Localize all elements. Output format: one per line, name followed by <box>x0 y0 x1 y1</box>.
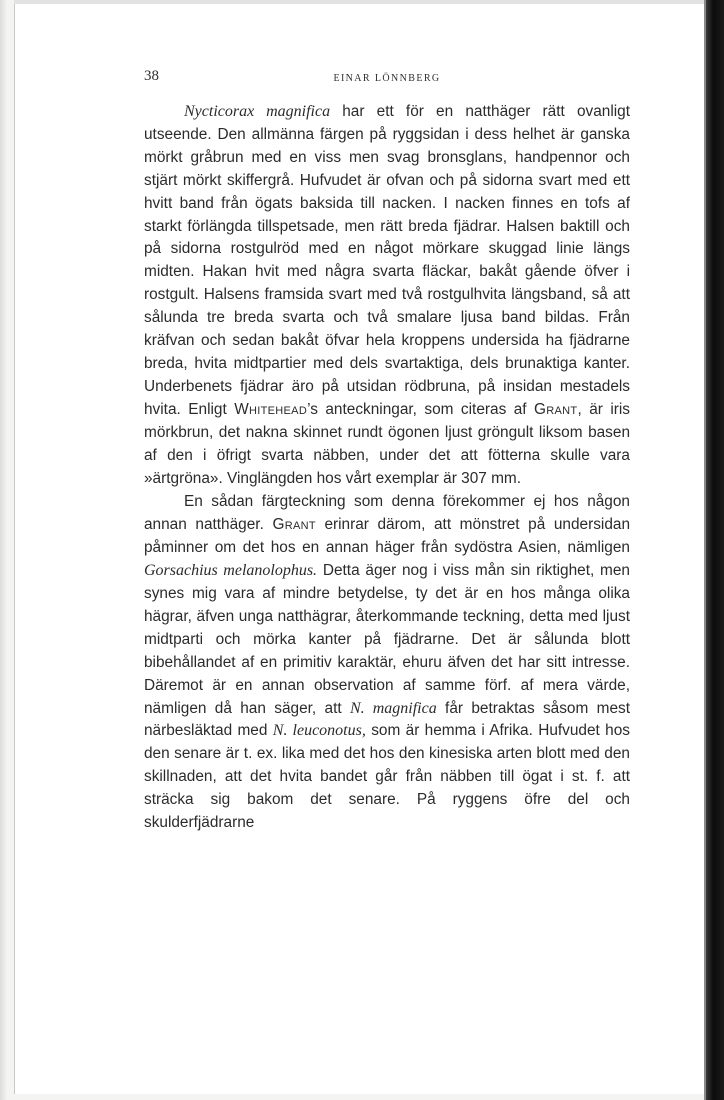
page-number: 38 <box>144 68 159 84</box>
text-run: har ett för en natthäger rätt ovanligt utseende. Den allmänna färgen på ryggsidan i dess helhet är ganska mörkt gråbrun med en viss men svag bronsglans, handpennor och stjärt mörkt skiffergrå. Hufvudet är ofvan och på sidorna svart med ett hvitt band från ögats baksida till nacken. I nacken finnes en tofs af starkt förlängda tillspetsade, men rätt breda fjädrar. Halsen baktill och på sidorna rostgulröd med en något mörkare skuggad linie längs midten. Hakan hvit med några svarta fläckar, bakåt gående öfver i rostgult. Halsens framsida svart med två rostgulhvita längsband, så att sålunda tre breda svarta och två smalare ljusa band bildas. Från kräfvan och sedan bakåt öfvar hela kroppens undersida ha fjädrarne breda, hvita midtpartier med dels svartaktiga, dels brunaktiga kanter. Underbenets fjädrar äro på utsidan rödbruna, på insidan mestadels hvita. Enligt <box>144 103 630 418</box>
text-run: får betraktas såsom mest närbesläktad med <box>144 699 630 740</box>
paragraph <box>144 101 630 490</box>
species-name: Nycticorax magnifica <box>184 103 331 120</box>
body-text <box>144 101 630 835</box>
text-run: Detta äger nog i viss mån sin riktighet, men synes mig vara af mindre betydelse, ty det är en hos många olika hägrar, äfven unga natthägrar, återkommande teckning, detta med ljust midtparti och mörka kanter på fjädrarne. Det är sålunda blott bibehållandet af en primitiv karaktär, ehuru äfven det har sitt intresse. Däremot är en annan observation af samme förf. af mera värde, nämligen då han säger, att <box>144 562 630 717</box>
species-name: N. leuconotus, <box>272 722 366 740</box>
running-title: EINAR LÖNNBERG <box>333 73 441 84</box>
species-name: Gorsachius melanolophus. <box>144 562 318 580</box>
page-header <box>144 68 630 88</box>
text-run: , är iris mörkbrun, det nakna skinnet rundt ögonen ljust gröngult liksom basen af den i öfrigt svarta näbben, under det att fötterna skulle vara »ärtgröna». Vinglängden hos vårt exemplar är 307 mm. <box>144 400 630 487</box>
page-left-edge <box>0 0 6 1100</box>
species-name: N. magnifica <box>349 699 437 717</box>
text-run: En sådan färgteckning som denna förekommer ej hos någon annan natthäger. <box>144 493 630 534</box>
text-run: erinrar därom, att mönstret på undersidan påminner om det hos en annan häger från sydöstra Asien, nämligen <box>144 516 630 557</box>
scan-dark-edge <box>706 0 724 1100</box>
author-name: Whitehead <box>234 400 308 418</box>
author-name: Grant <box>534 400 578 418</box>
paragraph <box>144 491 630 835</box>
text-run: ’s anteckningar, som citeras af <box>307 400 535 418</box>
author-name: Grant <box>272 516 316 534</box>
text-run: som är hemma i Afrika. Hufvudet hos den senare är t. ex. lika med det hos den kinesiska arten blott med den skillnaden, att det hvita bandet går från näbben till ögat i st. f. att sträcka sig bakom det senare. På ryggens öfre del och skulderfjädrarne <box>144 722 630 832</box>
